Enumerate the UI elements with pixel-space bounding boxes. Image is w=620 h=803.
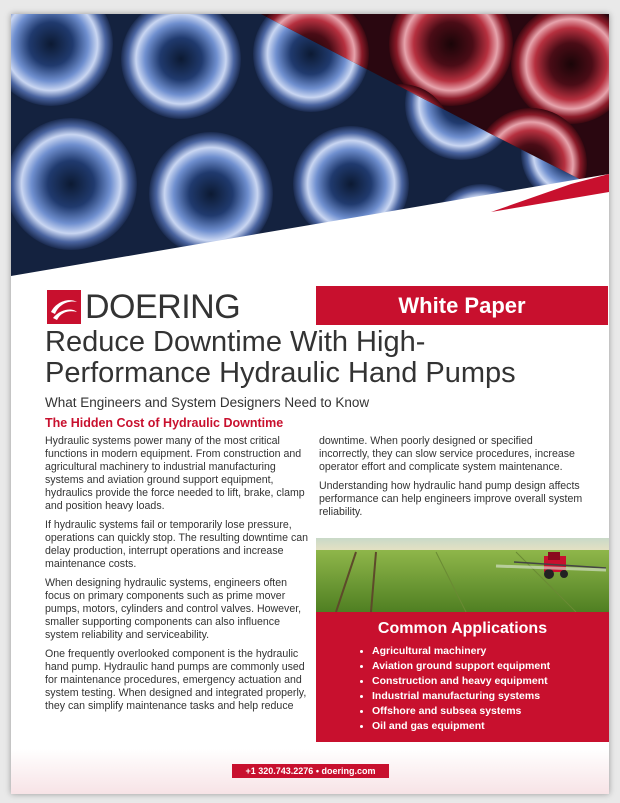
bullet-icon bbox=[360, 650, 363, 653]
title-line-1: Reduce Downtime With High- bbox=[45, 326, 426, 358]
doering-logo bbox=[47, 289, 240, 325]
farm-field-tractor-image bbox=[316, 538, 609, 612]
hero-hydraulic-fittings-image bbox=[11, 14, 609, 284]
document-title bbox=[45, 327, 605, 389]
paragraph: downtime. When poorly designed or specified incorrectly, they can slow service procedures, increase operator effort and complicate system maintenance. bbox=[319, 435, 575, 473]
contact-bar: +1 320.743.2276 • doering.com bbox=[232, 764, 389, 778]
list-item: Construction and heavy equipment bbox=[360, 674, 609, 689]
paragraph: Understanding how hydraulic hand pump design affects performance can help engineers improve overall system reliability. bbox=[319, 480, 583, 518]
bullet-icon bbox=[360, 725, 363, 728]
list-item: Industrial manufacturing systems bbox=[360, 689, 609, 704]
brand-name: DOERING bbox=[85, 288, 241, 326]
list-item: Aviation ground support equipment bbox=[360, 659, 609, 674]
paragraph: If hydraulic systems fail or temporarily lose pressure, operations can quickly stop. The resulting downtime can delay production, interrupt operations and increase maintenance costs. bbox=[45, 519, 309, 570]
paragraph: When designing hydraulic systems, engineers often focus on primary components such as prime mover pumps, motors, cylinders and control valves. However, smaller supporting components can also influence system reliability and serviceability. bbox=[45, 577, 302, 641]
body-column-left bbox=[45, 435, 313, 719]
white-paper-banner: White Paper bbox=[316, 286, 608, 325]
applications-list bbox=[316, 644, 609, 734]
common-applications-box bbox=[316, 612, 609, 742]
bullet-icon bbox=[360, 710, 363, 713]
list-item: Oil and gas equipment bbox=[360, 719, 609, 734]
bullet-icon bbox=[360, 695, 363, 698]
bullet-icon bbox=[360, 665, 363, 668]
applications-title: Common Applications bbox=[377, 620, 548, 637]
list-item: Offshore and subsea systems bbox=[360, 704, 609, 719]
title-line-2: Performance Hydraulic Hand Pumps bbox=[45, 357, 516, 389]
doering-swoosh-icon bbox=[47, 290, 81, 324]
document-subtitle: What Engineers and System Designers Need to Know bbox=[45, 395, 370, 410]
white-paper-page bbox=[11, 14, 609, 794]
section-heading: The Hidden Cost of Hydraulic Downtime bbox=[45, 416, 284, 430]
body-column-right bbox=[319, 435, 585, 525]
paragraph: One frequently overlooked component is the hydraulic hand pump. Hydraulic hand pumps are commonly used for maintenance procedures, emergency actuation and system testing. When designed and integrated properly, they can simplify maintenance tasks and help reduce bbox=[45, 648, 307, 712]
bullet-icon bbox=[360, 680, 363, 683]
list-item: Agricultural machinery bbox=[360, 644, 609, 659]
paragraph: Hydraulic systems power many of the most critical functions in modern equipment. From construction and agricultural machinery to industrial manufacturing systems and aviation ground support equipment, hydraulics provide the force needed to lift, brake, clamp and position heavy loads. bbox=[45, 435, 305, 512]
